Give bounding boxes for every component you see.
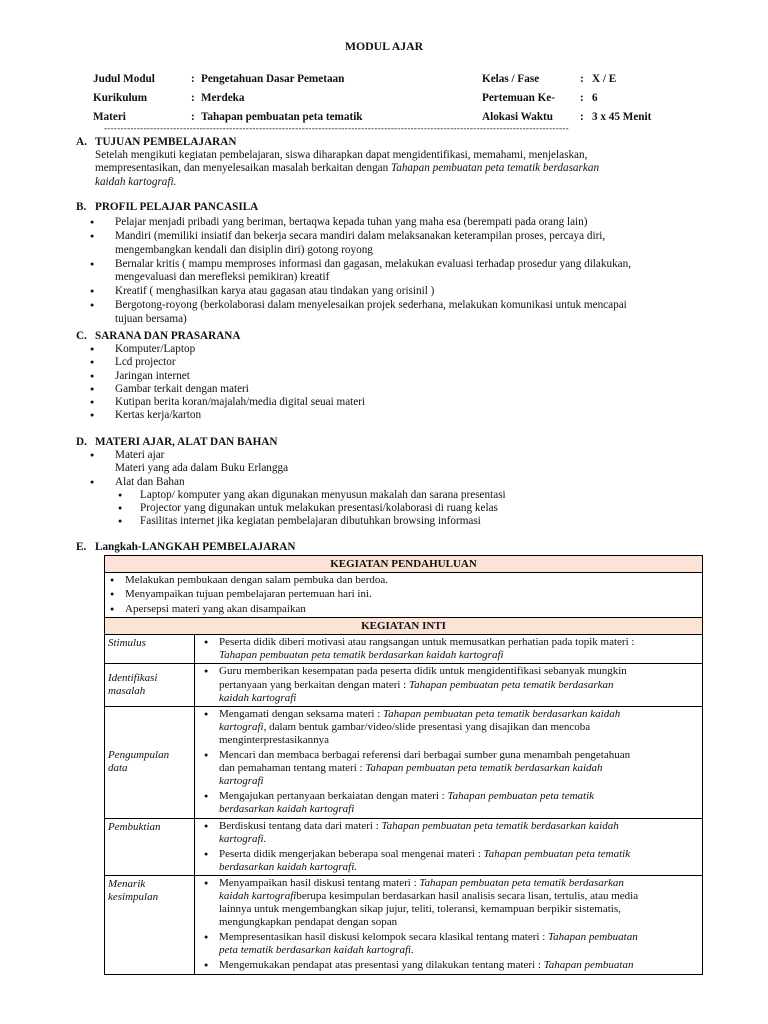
bullet-list [76, 343, 706, 422]
row-label-text: data [108, 762, 128, 775]
row-label [105, 635, 195, 663]
list-item-text: tujuan bersama) [115, 312, 187, 325]
document-title: MODUL AJAR [344, 39, 424, 53]
table-row-pengumpulan [105, 707, 702, 819]
bullet-line: ● Mencari dan membaca berbagai referensi dari berbagai sumber guna menambah pengetahuan [219, 749, 631, 762]
bullet-line [219, 762, 700, 775]
bullet-line [219, 877, 700, 890]
section-letter: D. [76, 436, 87, 448]
list-item: ● Kutipan berita koran/majalah/media digital seuai materi [76, 396, 706, 409]
table-bullet: ● Melakukan pembukaan dengan salam pembuka dan berdoa. [105, 574, 702, 587]
table-bullet [195, 959, 700, 972]
row-label [105, 819, 195, 875]
bullet-italic: Tahapan pembuatan peta tematik berdasarkan kaidah [383, 707, 621, 720]
meta-key: Kurikulum [93, 91, 148, 104]
bullet-line [219, 959, 700, 972]
row-label [105, 664, 195, 705]
row-label-text: Identifikasi [108, 672, 158, 685]
row-label-text: Pembuktian [108, 820, 161, 833]
bullet-line [219, 833, 700, 846]
row-label-text: masalah [108, 685, 146, 698]
row-label-text: Pengumpulan [108, 749, 170, 762]
bullet-italic: Tahapan pembuatan peta tematik berdasarkan kaidah [365, 762, 603, 775]
bullet-list [76, 216, 706, 326]
meta-colon: : [191, 91, 195, 104]
list-item-text: mengembangkan kendali dan disiplin diri) gotong royong [115, 243, 373, 256]
table-bullet [195, 636, 700, 662]
paragraph-line: Setelah mengikuti kegiatan pembelajaran, siswa diharapkan dapat mengidentifikasi, memahami, menjelaskan, [95, 149, 588, 162]
table-bullet [195, 665, 700, 704]
meta-row [93, 89, 363, 108]
section-title: PROFIL PELAJAR PANCASILA [95, 201, 259, 213]
sub-list-item: ● Laptop/ komputer yang akan digunakan menyusun makalah dan sarana presentasi [76, 489, 706, 502]
row-content [195, 819, 702, 875]
meta-row [482, 89, 651, 108]
bullet-text: Menyampaikan hasil diskusi tentang materi : [219, 876, 420, 889]
table-bullet [195, 848, 700, 874]
list-item-text: mengevaluasi dan merefleksi pemikiran) kreatif [115, 271, 330, 284]
section-paragraph [76, 149, 706, 189]
list-item [76, 258, 706, 284]
meta-key: Alokasi Waktu [482, 110, 553, 123]
list-item-text: ● Bernalar kritis ( mampu memproses informasi dan gagasan, melakukan evaluasi terhadap prosedur yang dilakukan, [115, 257, 632, 270]
table-bullet [195, 749, 700, 788]
table-header-pendahuluan: KEGIATAN PENDAHULUAN [105, 556, 702, 573]
list-item: ● Kertas kerja/karton [76, 409, 706, 422]
row-content [195, 664, 702, 705]
bullet-line: ● Guru memberikan kesempatan pada peserta didik untuk mengidentifikasi sebanyak mungkin [219, 665, 627, 678]
list-item-text: ● Bergotong-royong (berkolaborasi dalam menyelesaikan projek sederhana, melakukan komunikasi untuk mencapai [115, 299, 627, 312]
table-row-stimulus [105, 635, 702, 664]
table-bullet: ● Apersepsi materi yang akan disampaikan [105, 603, 702, 616]
section-letter: E. [76, 541, 87, 553]
bullet-text: berupa kesimpulan berdasarkan hasil analisis secara lisan, tertulis, atau media [296, 889, 639, 902]
bullet-italic: Tahapan pembuatan [548, 931, 638, 944]
row-label-text: Stimulus [108, 637, 146, 650]
meta-colon: : [580, 110, 584, 123]
bullet-text: Mengamati dengan seksama materi : [219, 707, 384, 720]
bullet-line [219, 820, 700, 833]
section-title: MATERI AJAR, ALAT DAN BAHAN [95, 436, 278, 448]
bullet-list [76, 449, 706, 528]
bullet-line: mengungkapkan pendapat dengan sopan [219, 916, 398, 929]
paragraph-text: mempresentasikan, dan menyelesaikan masalah berkaitan dengan [95, 162, 392, 175]
table-bullet [195, 820, 700, 846]
list-item-note: Materi yang ada dalam Buku Erlangga [115, 462, 289, 475]
table-row-menarik [105, 876, 702, 975]
bullet-line: menginterprestasikannya [219, 733, 329, 746]
list-item [76, 230, 706, 256]
list-item [76, 299, 706, 325]
bullet-italic: kartografi. [219, 832, 267, 845]
bullet-line [219, 679, 700, 692]
table-bullet [195, 708, 700, 747]
table-header-inti: KEGIATAN INTI [105, 618, 702, 635]
row-label-text: Menarik [108, 877, 146, 890]
list-item: ● Lcd projector [76, 356, 706, 369]
meta-value: 3 x 45 Menit [592, 110, 652, 123]
sub-list-item: ● Fasilitas internet jika kegiatan pembelajaran dibutuhkan browsing informasi [76, 515, 706, 528]
section-heading [76, 136, 706, 149]
list-item: ● Gambar terkait dengan materi [76, 383, 706, 396]
section-title: Langkah-LANGKAH PEMBELAJARAN [95, 541, 296, 553]
list-item [76, 285, 706, 298]
bullet-italic: Tahapan pembuatan peta tematik [447, 790, 595, 803]
bullet-text: dan pemahaman tentang materi : [219, 762, 366, 775]
bullet-italic: berdasarkan kaidah kartografi [219, 803, 355, 816]
meta-key: Judul Modul [93, 72, 155, 85]
section-heading [76, 330, 706, 343]
bullet-italic: peta tematik berdasarkan kaidah kartografi. [219, 944, 414, 957]
meta-row [93, 70, 363, 89]
table-bullet [195, 877, 700, 929]
section-heading [76, 541, 706, 554]
bullet-line [219, 803, 700, 816]
section-title: TUJUAN PEMBELAJARAN [95, 136, 237, 148]
row-label-text: kesimpulan [108, 890, 159, 903]
section-d [76, 436, 706, 528]
bullet-italic: kaidah kartografi [219, 889, 297, 902]
bullet-italic: Tahapan pembuatan peta tematik berdasarkan kaidah kartografi [219, 649, 504, 662]
bullet-line: lainnya untuk mengembangkan sikap jujur, teliti, toleransi, kemampuan berpikir sistematis, [219, 903, 621, 916]
bullet-text: , dalam bentuk gambar/video/slide presentasi yang disajikan dan mencoba [263, 720, 591, 733]
bullet-text: Peserta didik mengerjakan beberapa soal mengenai materi : [219, 847, 484, 860]
meta-value: Merdeka [201, 91, 245, 104]
meta-value: 6 [592, 91, 598, 104]
row-content [195, 876, 702, 974]
meta-value: X / E [592, 72, 617, 85]
bullet-text: Berdiskusi tentang data dari materi : [219, 819, 382, 832]
bullet-line [219, 775, 700, 788]
meta-key: Pertemuan Ke- [482, 91, 556, 104]
meta-value: Tahapan pembuatan peta tematik [201, 110, 363, 123]
row-label [105, 876, 195, 974]
list-item: ● Alat dan Bahan [76, 476, 706, 489]
table-row-identifikasi [105, 664, 702, 706]
section-heading [76, 201, 706, 214]
bullet-italic: Tahapan pembuatan peta tematik berdasarkan [408, 678, 614, 691]
bullet-italic: Tahapan pembuatan peta tematik berdasarkan kaidah [381, 819, 619, 832]
list-item: ● Jaringan internet [76, 370, 706, 383]
bullet-line [219, 649, 700, 662]
section-b [76, 201, 706, 326]
bullet-line [219, 848, 700, 861]
meta-value: Pengetahuan Dasar Pemetaan [201, 72, 345, 85]
bullet-line: ● Peserta didik diberi motivasi atau rangsangan untuk memusatkan perhatian pada topik materi : [219, 636, 635, 649]
meta-key: Kelas / Fase [482, 72, 540, 85]
list-item [76, 216, 706, 229]
table-bullet: ● Menyampaikan tujuan pembelajaran pertemuan hari ini. [105, 588, 702, 601]
bullet-italic: Tahapan pembuatan peta tematik berdasarkan [419, 876, 624, 889]
list-item: ● Materi ajar [76, 449, 706, 462]
list-item-text: ● Kreatif ( menghasilkan karya atau gagasan atau tindakan yang orisinil ) [115, 285, 435, 298]
table-bullet [195, 931, 700, 957]
list-item-text: ● Mandiri (memiliki insiatif dan bekerja secara mandiri dalam melaksanakan keterampilan proses, percaya diri, [115, 230, 606, 243]
table-row-pembuktian [105, 819, 702, 876]
bullet-line [219, 790, 700, 803]
list-item-text: ● Pelajar menjadi pribadi yang beriman, bertaqwa kepada tuhan yang maha esa (berempati pada orang lain) [115, 216, 588, 229]
meta-colon: : [191, 72, 195, 85]
section-letter: B. [76, 201, 87, 213]
pendahuluan-block [105, 573, 702, 618]
table-bullet [195, 790, 700, 816]
meta-colon: : [580, 91, 584, 104]
bullet-text: Mengajukan pertanyaan berkaiatan dengan materi : [219, 790, 448, 803]
bullet-line [219, 861, 700, 874]
bullet-italic: kartografi [219, 720, 264, 733]
bullet-italic: kaidah kartografi [219, 691, 297, 704]
section-heading [76, 436, 706, 449]
paragraph-italic: Tahapan pembuatan peta tematik berdasarkan [391, 162, 600, 175]
list-item: ● Komputer/Laptop [76, 343, 706, 356]
section-c [76, 330, 706, 422]
meta-colon: : [191, 110, 195, 123]
meta-row [482, 70, 651, 89]
bullet-line [219, 721, 700, 734]
sub-list-item: ● Projector yang digunakan untuk melakukan presentasi/kolaborasi di ruang kelas [76, 502, 706, 515]
bullet-text: pertanyaan yang berkaitan dengan materi : [219, 678, 409, 691]
meta-right [482, 70, 651, 127]
bullet-italic: kartografi [219, 775, 264, 788]
bullet-line [219, 692, 700, 705]
paragraph-line [95, 162, 706, 175]
section-letter: C. [76, 330, 87, 342]
row-label [105, 707, 195, 818]
row-content [195, 707, 702, 818]
paragraph-line [95, 176, 706, 189]
bullet-italic: berdasarkan kaidah kartografi. [219, 860, 357, 873]
section-e [76, 541, 706, 554]
section-letter: A. [76, 136, 87, 148]
bullet-italic: Tahapan pembuatan [543, 959, 634, 972]
dashed-divider: --------------------------------------------------------------------------------------------------------------------------------------------- [104, 123, 569, 133]
section-a [76, 136, 706, 189]
learning-steps-table [104, 555, 703, 975]
meta-left [93, 70, 363, 127]
bullet-line [219, 931, 700, 944]
bullet-line [219, 708, 700, 721]
meta-key: Materi [93, 110, 126, 123]
bullet-text: Mempresentasikan hasil diskusi kelompok secara klasikal tentang materi : [219, 931, 548, 944]
section-title: SARANA DAN PRASARANA [95, 330, 241, 342]
bullet-line [219, 944, 700, 957]
bullet-line [219, 890, 700, 903]
bullet-italic: Tahapan pembuatan peta tematik [483, 847, 631, 860]
row-content [195, 635, 702, 663]
meta-colon: : [580, 72, 584, 85]
bullet-text: Mengemukakan pendapat atas presentasi yang dilakukan tentang materi : [219, 959, 544, 972]
paragraph-italic: kaidah kartografi. [95, 175, 177, 188]
